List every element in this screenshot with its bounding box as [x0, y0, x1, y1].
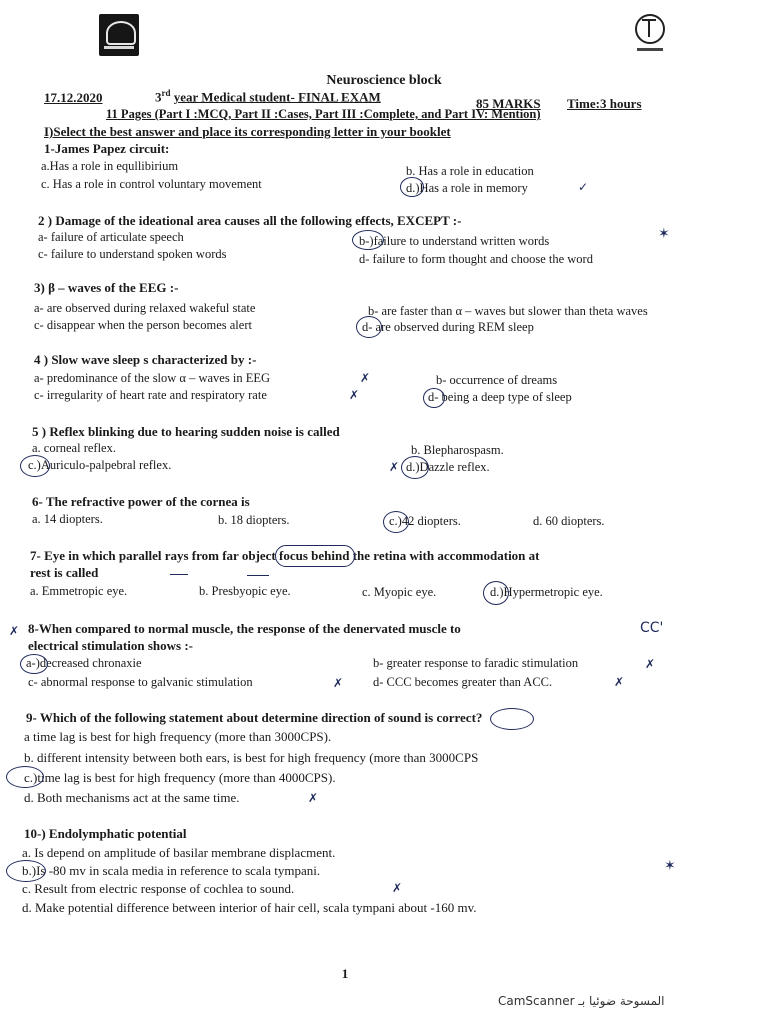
answer-circle — [423, 388, 445, 408]
q8-option-b: b- greater response to faradic stimulation — [373, 656, 579, 670]
q4-option-c: c- irregularity of heart rate and respiratory rate — [34, 388, 267, 402]
q7-option-a: a. Emmetropic eye. — [30, 584, 128, 598]
q2-option-c: c- failure to understand spoken words — [38, 247, 227, 261]
q4-option-a: a- predominance of the slow α – waves in EEG — [34, 371, 270, 385]
q5-option-d: d.)Dazzle reflex. — [406, 460, 490, 474]
exam-time: Time:3 hours — [567, 96, 642, 111]
q10-option-c: c. Result from electric response of cochlea to sound. — [22, 881, 295, 896]
q10-option-d: d. Make potential difference between interior of hair cell, scala tympani about -160 mv. — [22, 900, 477, 915]
question-7: 7- Eye in which parallel rays from far object focus behind the retina with accommodation at — [30, 548, 540, 563]
q1-option-c: c. Has a role in control voluntary movement — [41, 177, 262, 191]
question-6: 6- The refractive power of the cornea is — [32, 494, 250, 509]
page-number: 1 — [341, 966, 349, 981]
answer-circle — [352, 230, 384, 250]
cross-mark-icon: ✗ — [614, 675, 625, 689]
exam-date: 17.12.2020 — [44, 90, 103, 105]
exam-title: Neuroscience block — [326, 73, 442, 88]
cross-mark-icon: ✗ — [9, 624, 20, 638]
q6-option-c: c.)42 diopters. — [389, 514, 461, 528]
q6-option-d: d. 60 diopters. — [533, 514, 605, 528]
q1-option-a: a.Has a role in equllibirium — [41, 159, 179, 173]
q5-option-c: c.)Auriculo-palpebral reflex. — [28, 458, 172, 472]
question-9: 9- Which of the following statement about determine direction of sound is correct? — [26, 710, 483, 725]
star-mark-icon: ✶ — [664, 858, 676, 874]
q6-option-b: b. 18 diopters. — [218, 513, 290, 527]
q7-option-d: d.)Hypermetropic eye. — [490, 585, 603, 599]
q10-option-a: a. Is depend on amplitude of basilar membrane displacment. — [22, 845, 336, 860]
q2-option-d: d- failure to form thought and choose the word — [359, 252, 593, 266]
question-4: 4 ) Slow wave sleep s characterized by :- — [34, 352, 257, 367]
answer-circle — [490, 708, 534, 730]
question-5: 5 ) Reflex blinking due to hearing sudden noise is called — [32, 424, 340, 439]
exam-instruction: I)Select the best answer and place its corresponding letter in your booklet — [44, 124, 451, 139]
cross-mark-icon: ✗ — [308, 791, 319, 805]
q1-option-b: b. Has a role in education — [406, 164, 534, 178]
question-8-cont: electrical stimulation shows :- — [28, 638, 194, 653]
answer-circle — [483, 581, 509, 605]
question-10: 10-) Endolymphatic potential — [24, 826, 187, 841]
q2-option-a: a- failure of articulate speech — [38, 230, 184, 244]
q9-option-a: a time lag is best for high frequency (more than 3000CPS). — [24, 729, 332, 744]
cross-mark-icon: ✗ — [360, 371, 371, 385]
q2-option-b: b-)failure to understand written words — [359, 234, 550, 248]
exam-parts: 11 Pages (Part I :MCQ, Part II :Cases, Part III :Complete, and Part IV: Mention) — [106, 107, 541, 121]
q3-option-c: c- disappear when the person becomes alert — [34, 318, 252, 332]
star-mark-icon: ✶ — [658, 226, 670, 242]
answer-circle — [400, 177, 424, 197]
exam-marks: 85 MARKS — [476, 96, 541, 111]
question-3: 3) β – waves of the EEG :- — [34, 280, 179, 295]
question-1: 1-James Papez circuit: — [44, 141, 170, 156]
answer-circle — [275, 545, 355, 567]
answer-circle — [383, 511, 409, 533]
answer-circle — [6, 766, 44, 788]
q5-option-b: b. Blepharospasm. — [411, 443, 504, 457]
question-7-cont: rest is called — [30, 565, 99, 580]
pen-underline — [170, 574, 188, 575]
pen-underline — [247, 575, 269, 576]
cross-mark-icon: ✗ — [349, 388, 360, 402]
cross-mark-icon: ✗ — [392, 881, 403, 895]
q4-option-d: d- being a deep type of sleep — [428, 390, 572, 404]
cross-mark-icon: ✗ — [333, 676, 344, 690]
answer-circle — [20, 654, 48, 674]
answer-circle — [20, 455, 50, 477]
q4-option-b: b- occurrence of dreams — [436, 373, 558, 387]
q5-option-a: a. corneal reflex. — [32, 441, 116, 455]
cross-mark-icon: ✗ — [389, 460, 400, 474]
handwritten-note: CC' — [640, 620, 664, 636]
q8-option-a: a-)decreased chronaxie — [26, 656, 142, 670]
q7-option-b: b. Presbyopic eye. — [199, 584, 291, 598]
q8-option-d: d- CCC becomes greater than ACC. — [373, 675, 553, 689]
q7-option-c: c. Myopic eye. — [362, 585, 437, 599]
q8-option-c: c- abnormal response to galvanic stimulation — [28, 675, 253, 689]
scanner-watermark: CamScanner المسوحة ضوئيا بـ — [498, 994, 665, 1008]
answer-circle — [6, 860, 46, 882]
q3-option-d: d- are observed during REM sleep — [362, 320, 534, 334]
q1-option-d: d.)Has a role in memory — [406, 181, 528, 195]
q10-option-b: b.)Is -80 mv in scala media in reference to scala tympani. — [22, 863, 321, 878]
q9-option-b: b. different intensity between both ears, is best for high frequency (more than 3000CPS — [24, 750, 479, 765]
q9-option-c: c.)time lag is best for high frequency (more than 4000CPS). — [24, 770, 336, 785]
check-mark-icon: ✓ — [578, 180, 589, 194]
question-8: 8-When compared to normal muscle, the response of the denervated muscle to — [28, 621, 461, 636]
university-logo-icon — [99, 14, 139, 56]
exam-year: 3rd year Medical student- FINAL EXAM — [155, 88, 381, 105]
answer-circle — [401, 456, 429, 479]
q9-option-d: d. Both mechanisms act at the same time. — [24, 790, 240, 805]
answer-circle — [356, 316, 382, 338]
q3-option-b: b- are faster than α – waves but slower than theta waves — [368, 304, 648, 318]
q6-option-a: a. 14 diopters. — [32, 512, 103, 526]
cross-mark-icon: ✗ — [645, 657, 656, 671]
faculty-logo-icon — [635, 14, 665, 44]
question-2: 2 ) Damage of the ideational area causes all the following effects, EXCEPT :- — [38, 213, 462, 228]
q3-option-a: a- are observed during relaxed wakeful state — [34, 301, 256, 315]
